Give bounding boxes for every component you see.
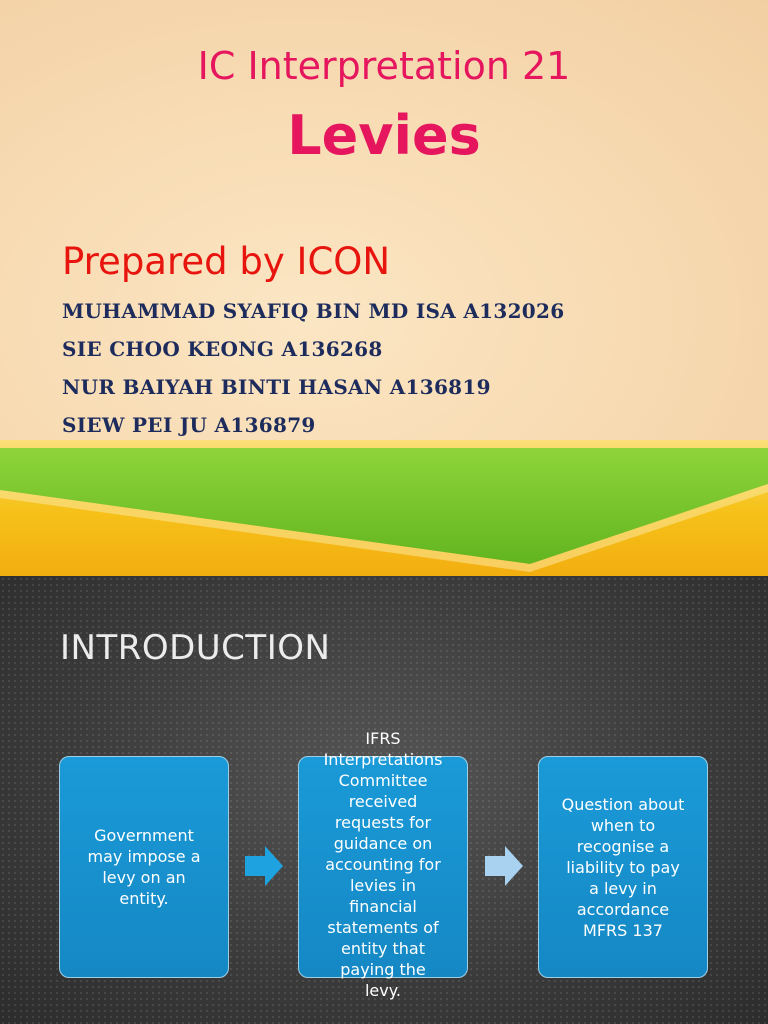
member-name: SIE CHOO KEONG A136268 xyxy=(62,337,383,361)
process-box-3 xyxy=(538,756,708,978)
introduction-slide xyxy=(0,576,768,1024)
member-name: MUHAMMAD SYAFIQ BIN MD ISA A132026 xyxy=(62,299,565,323)
process-box-1 xyxy=(59,756,229,978)
right-arrow-icon xyxy=(245,846,283,886)
member-name: SIEW PEI JU A136879 xyxy=(62,413,316,437)
decorative-band xyxy=(0,440,768,576)
process-box-2 xyxy=(298,728,468,1000)
process-box-text: Government may impose a levy on an entity. xyxy=(87,826,201,908)
member-list xyxy=(62,296,564,448)
slide-subtitle: Levies xyxy=(287,104,481,167)
member-name: NUR BAIYAH BINTI HASAN A136819 xyxy=(62,375,491,399)
process-box-text: Question about when to recognise a liability to pay a levy in accordance MFRS 137 xyxy=(561,794,685,940)
section-heading: INTRODUCTION xyxy=(60,628,331,668)
right-arrow-icon xyxy=(485,846,523,886)
slide-title: IC Interpretation 21 xyxy=(197,44,571,88)
prepared-by-label: Prepared by ICON xyxy=(62,240,391,283)
process-box-text: IFRS Interpretations Committee received requests for guidance on accounting for levies in financial statements of entity that paying the levy. xyxy=(323,728,443,1000)
